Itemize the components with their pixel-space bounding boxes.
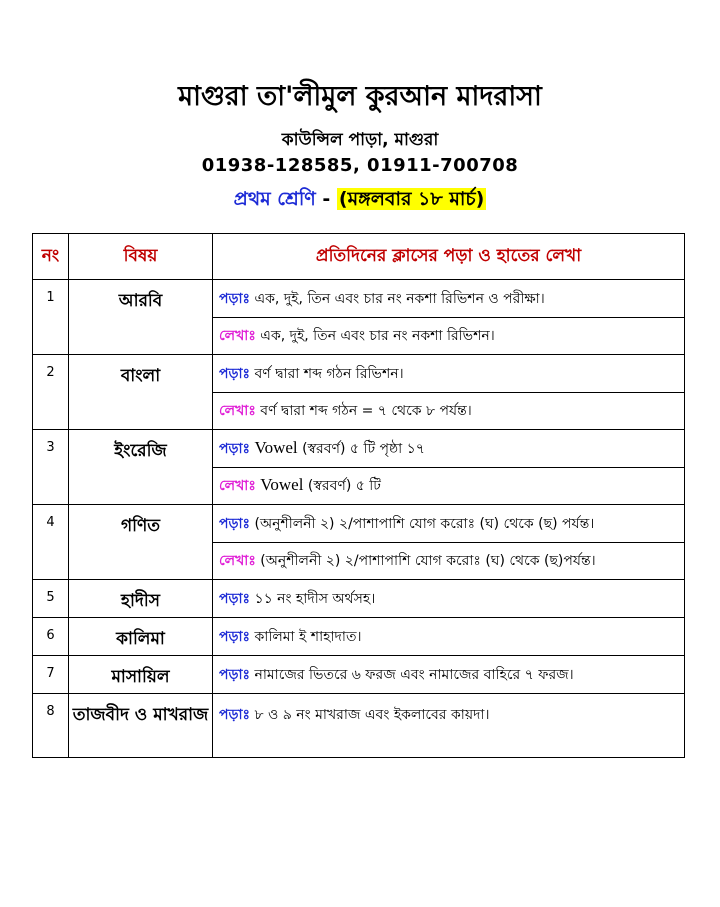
table-row: [33, 580, 685, 618]
read-text: (অনুশীলনী ২) ২/পাশাপাশি যোগ করোঃ (ঘ) থেকে (ছ) পর্যন্ত।: [254, 515, 595, 532]
read-cell: [213, 430, 685, 468]
row-number: 1: [33, 280, 69, 355]
read-cell: [213, 656, 685, 694]
write-cell: [213, 318, 685, 355]
read-text: ১১ নং হাদীস অর্থসহ।: [254, 590, 376, 607]
table-row: [33, 656, 685, 694]
write-text: বর্ণ দ্বারা শব্দ গঠন = ৭ থেকে ৮ পর্যন্ত।: [260, 403, 472, 419]
write-text: (স্বরবর্ণ) ৫ টি: [307, 478, 381, 494]
row-number: 2: [33, 355, 69, 430]
row-number: 7: [33, 656, 69, 694]
read-cell: [213, 694, 685, 758]
read-cell: [213, 618, 685, 656]
table-row: [33, 505, 685, 543]
write-cell: [213, 393, 685, 430]
read-cell: [213, 280, 685, 318]
row-subject: মাসায়িল: [69, 656, 213, 694]
table-row: [33, 280, 685, 318]
row-subject: ইংরেজি: [69, 430, 213, 505]
read-label: পড়াঃ: [219, 707, 251, 723]
header-number: নং: [33, 234, 69, 280]
row-subject: বাংলা: [69, 355, 213, 430]
read-text: (স্বরবর্ণ) ৫ টি পৃষ্ঠা ১৭: [302, 440, 425, 457]
write-cell: [213, 543, 685, 580]
write-english-word: Vowel: [260, 475, 304, 494]
read-label: পড়াঃ: [219, 628, 251, 645]
read-text: ৮ ও ৯ নং মাখরাজ এবং ইকলাবের কায়দা।: [254, 707, 490, 723]
read-label: পড়াঃ: [219, 515, 251, 532]
read-cell: [213, 355, 685, 393]
table-row: [33, 618, 685, 656]
read-text: এক, দুই, তিন এবং চার নং নকশা রিভিশন ও পরীক্ষা।: [254, 290, 545, 307]
read-text: কালিমা ই শাহাদাত।: [254, 628, 362, 645]
write-label: লেখাঃ: [219, 403, 256, 419]
table-row: [33, 430, 685, 468]
table-row: [33, 694, 685, 758]
read-text: বর্ণ দ্বারা শব্দ গঠন রিভিশন।: [254, 365, 404, 382]
write-label: লেখাঃ: [219, 478, 256, 494]
school-title: মাগুরা তা'লীমুল কুরআন মাদরাসা: [178, 81, 542, 112]
class-name: প্রথম শ্রেণি: [233, 188, 316, 210]
read-text: নামাজের ভিতরে ৬ ফরজ এবং নামাজের বাহিরে ৭ ফরজ।: [254, 666, 574, 683]
write-text: এক, দুই, তিন এবং চার নং নকশা রিভিশন।: [260, 328, 495, 344]
row-number: 8: [33, 694, 69, 758]
heading-separator: -: [322, 188, 331, 210]
table-header-row: [33, 234, 685, 280]
row-number: 6: [33, 618, 69, 656]
phone-numbers: 01938-128585, 01911-700708: [201, 155, 519, 176]
read-label: পড়াঃ: [219, 440, 251, 457]
row-subject: তাজবীদ ও মাখরাজ: [69, 694, 213, 758]
row-number: 4: [33, 505, 69, 580]
row-subject: গণিত: [69, 505, 213, 580]
row-subject: আরবি: [69, 280, 213, 355]
write-label: লেখাঃ: [219, 553, 256, 569]
read-cell: [213, 580, 685, 618]
row-number: 5: [33, 580, 69, 618]
header-details: প্রতিদিনের ক্লাসের পড়া ও হাতের লেখা: [213, 234, 685, 280]
write-text: (অনুশীলনী ২) ২/পাশাপাশি যোগ করোঃ (ঘ) থেকে (ছ)পর্যন্ত।: [260, 553, 596, 569]
routine-table: [32, 233, 685, 758]
read-english-word: Vowel: [254, 437, 298, 457]
read-label: পড়াঃ: [219, 666, 251, 683]
header-subject: বিষয়: [69, 234, 213, 280]
class-heading: [0, 185, 720, 217]
write-cell: [213, 468, 685, 505]
school-address: কাউন্সিল পাড়া, মাগুরা: [281, 130, 439, 150]
read-label: পড়াঃ: [219, 590, 251, 607]
read-label: পড়াঃ: [219, 290, 251, 307]
read-cell: [213, 505, 685, 543]
row-number: 3: [33, 430, 69, 505]
read-label: পড়াঃ: [219, 365, 251, 382]
table-row: [33, 355, 685, 393]
row-subject: কালিমা: [69, 618, 213, 656]
class-date: (মঙ্গলবার ১৮ মার্চ): [338, 188, 485, 210]
write-label: লেখাঃ: [219, 328, 256, 344]
row-subject: হাদীস: [69, 580, 213, 618]
